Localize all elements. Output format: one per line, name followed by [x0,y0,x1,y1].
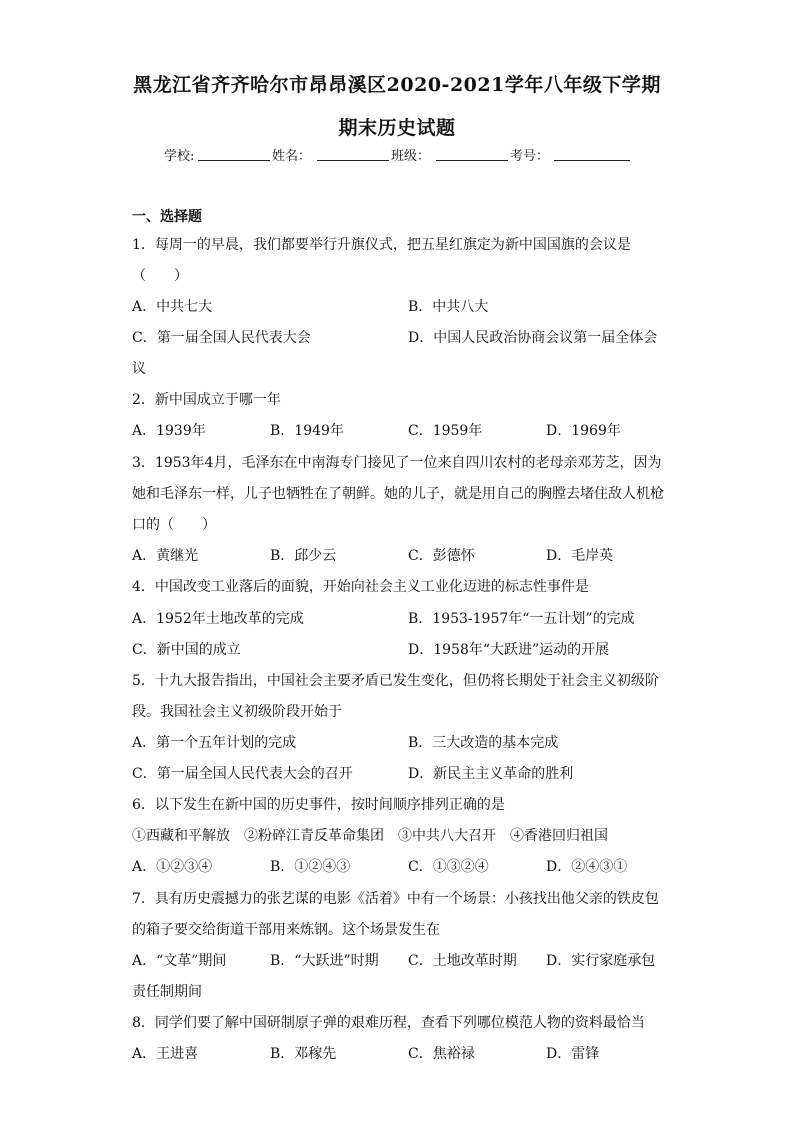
exam-title-line1: 黑龙江省齐齐哈尔市昂昂溪区2020-2021学年八年级下学期 [133,74,661,96]
question-5-stem-line1: 5．十九大报告指出，中国社会主要矛盾已发生变化，但仍将长期处于社会主义初级阶 [132,673,659,689]
question-1-option-a: A．中共七大 [132,299,213,315]
question-4-stem: 4．中国改变工业落后的面貌，开始向社会主义工业化迈进的标志性事件是 [132,579,589,595]
question-7-option-c: C．土地改革时期 [408,953,517,969]
question-6-stem-line2: ①西藏和平解放 ②粉碎江青反革命集团 ③中共八大召开 ④香港回归祖国 [132,828,608,844]
question-6-option-b: B．①②④③ [270,859,351,875]
question-3-option-d: D．毛岸英 [546,548,614,564]
question-7-option-b: B．“大跃进”时期 [270,953,379,969]
question-8-option-d: D．雷锋 [546,1046,600,1062]
question-8-option-a: A．王进喜 [132,1046,199,1062]
question-1-option-c: C．第一届全国人民代表大会 [132,330,311,346]
question-3-stem-line1: 3．1953年4月，毛泽东在中南海专门接见了一位来自四川农村的老母亲邓芳芝，因为 [132,455,662,471]
name-blank [317,160,389,161]
question-1-stem-line1: 1．每周一的早晨，我们都要举行升旗仪式，把五星红旗定为新中国国旗的会议是 [132,237,631,253]
question-3-stem-line2: 她和毛泽东一样，儿子也牺牲在了朝鲜。她的儿子，就是用自己的胸膛去堵住敌人机枪 [132,486,664,502]
question-3-stem-line3: 口的（ ） [132,517,216,533]
question-4-option-d: D．1958年“大跃进”运动的开展 [408,642,610,658]
question-5-option-d: D．新民主主义革命的胜利 [408,766,574,782]
question-8-option-b: B．邓稼先 [270,1046,337,1062]
question-4-option-b: B．1953-1957年“一五计划”的完成 [408,611,635,627]
number-blank [554,160,630,161]
student-info-line [164,145,634,165]
question-3-option-a: A．黄继光 [132,548,199,564]
question-5-option-c: C．第一届全国人民代表大会的召开 [132,766,353,782]
exam-title-line2: 期末历史试题 [338,117,456,139]
question-7-stem-line2: 的箱子要交给街道干部用来炼钢。这个场景发生在 [132,922,440,938]
question-1-option-d: D．中国人民政治协商会议第一届全体会 [408,330,658,346]
question-1-option-d-cont: 议 [132,361,146,377]
question-7-option-d: D．实行家庭承包 [546,953,656,969]
name-label: 姓名： [272,149,312,164]
question-2-option-a: A．1939年 [132,423,206,439]
question-5-stem-line2: 段。我国社会主义初级阶段开始于 [132,704,342,720]
question-8-option-c: C．焦裕禄 [408,1046,475,1062]
question-3-option-b: B．邱少云 [270,548,337,564]
question-3-option-c: C．彭德怀 [408,548,475,564]
question-6-stem-line1: 6．以下发生在新中国的历史事件，按时间顺序排列正确的是 [132,797,505,813]
question-4-option-c: C．新中国的成立 [132,642,241,658]
question-5-option-a: A．第一个五年计划的完成 [132,735,297,751]
section-title: 一、选择题 [132,209,202,225]
question-7-stem-line1: 7．具有历史震撼力的张艺谋的电影《活着》中有一个场景：小孩找出他父亲的铁皮包 [132,891,659,907]
question-6-option-c: C．①③②④ [408,859,489,875]
question-6-option-d: D．②④③① [546,859,628,875]
question-7-option-a: A．“文革”期间 [132,953,227,969]
question-1-option-b: B．中共八大 [408,299,489,315]
question-2-option-b: B．1949年 [270,423,344,439]
question-4-option-a: A．1952年土地改革的完成 [132,611,304,627]
school-blank [198,160,270,161]
question-1-stem-line2: （ ） [132,268,188,284]
class-blank [436,160,508,161]
class-label: 班级： [391,149,431,164]
question-6-option-a: A．①②③④ [132,859,213,875]
school-label: 学校: [164,149,195,164]
question-2-option-d: D．1969年 [546,423,621,439]
question-7-option-d-cont: 责任制期间 [132,984,202,1000]
question-5-option-b: B．三大改造的基本完成 [408,735,559,751]
question-2-option-c: C．1959年 [408,423,483,439]
question-8-stem: 8．同学们要了解中国研制原子弹的艰难历程，查看下列哪位模范人物的资料最恰当 [132,1015,645,1031]
number-label: 考号： [510,149,550,164]
question-2-stem: 2．新中国成立于哪一年 [132,392,281,408]
